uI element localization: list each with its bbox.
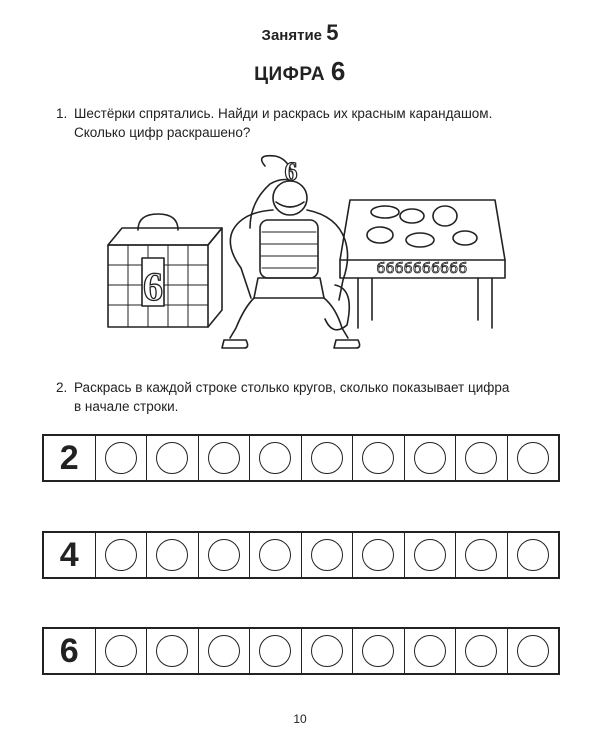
title-number: 6 [330,56,346,86]
circle-to-color[interactable] [156,539,188,571]
circle-row-3 [42,627,560,675]
circle-to-color[interactable] [259,539,291,571]
circle-to-color[interactable] [362,635,394,667]
circle-to-color[interactable] [105,442,137,474]
circle-cell [301,629,353,673]
circle-to-color[interactable] [156,635,188,667]
circle-cell [198,436,250,480]
circle-cell [249,629,301,673]
lesson-word: Занятие [261,27,323,44]
task-1-number: 1. [56,106,68,121]
circle-cell [455,629,507,673]
circle-to-color[interactable] [208,442,240,474]
circle-to-color[interactable] [465,539,497,571]
circle-cell [249,436,301,480]
circle-cell [301,436,353,480]
circle-to-color[interactable] [259,635,291,667]
row-1-digit: 2 [59,438,79,477]
circle-cell [507,533,559,577]
circle-row-1 [42,434,560,482]
task-2-line-2: в начале строки. [74,399,179,414]
task-1 [56,104,556,142]
circle-cell [95,436,147,480]
circle-cell [352,436,404,480]
circle-cell [146,533,198,577]
circle-cell [352,629,404,673]
circle-cell [455,533,507,577]
circle-cell [507,629,559,673]
chest-six: 6 [143,264,163,309]
circle-cell [404,629,456,673]
title-word: ЦИФРА [254,64,326,85]
task-1-line-2: Сколько цифр раскрашено? [74,125,251,140]
strongman-illustration [100,150,510,365]
page-title [0,56,600,87]
circle-cell [352,533,404,577]
circle-to-color[interactable] [105,539,137,571]
circle-to-color[interactable] [311,539,343,571]
circle-cell [404,436,456,480]
circle-cell [146,629,198,673]
circle-cell [249,533,301,577]
task-1-line-1: Шестёрки спрятались. Найди и раскрась их красным карандашом. [74,106,493,121]
page-number: 10 [293,712,307,726]
row-2-digit: 4 [59,535,79,574]
circle-to-color[interactable] [156,442,188,474]
circle-to-color[interactable] [517,442,549,474]
chest-drawing [108,214,222,327]
table-sixes: бббббббббб [376,260,468,277]
circle-to-color[interactable] [517,635,549,667]
task-2 [56,378,556,416]
circle-cell [507,436,559,480]
circle-cell [198,533,250,577]
circle-cell [146,436,198,480]
circle-to-color[interactable] [414,539,446,571]
circle-to-color[interactable] [311,635,343,667]
circle-to-color[interactable] [414,635,446,667]
lesson-number: 5 [326,20,339,45]
circle-to-color[interactable] [362,539,394,571]
circle-to-color[interactable] [362,442,394,474]
row-3-digit: 6 [59,631,79,670]
circle-cell [404,533,456,577]
task-2-number: 2. [56,380,68,395]
lesson-heading [0,20,600,46]
circle-to-color[interactable] [311,442,343,474]
circle-cell [95,629,147,673]
circle-to-color[interactable] [465,442,497,474]
circle-to-color[interactable] [208,635,240,667]
task-2-line-1: Раскрась в каждой строке столько кругов, сколько показывает цифра [74,380,510,395]
circle-to-color[interactable] [517,539,549,571]
circle-cell [198,629,250,673]
circle-cell [455,436,507,480]
circle-cell [95,533,147,577]
circle-row-2 [42,531,560,579]
circle-cell [301,533,353,577]
circle-to-color[interactable] [465,635,497,667]
circle-to-color[interactable] [259,442,291,474]
circle-to-color[interactable] [208,539,240,571]
strongman-six: 6 [284,157,298,186]
circle-to-color[interactable] [414,442,446,474]
circle-to-color[interactable] [105,635,137,667]
